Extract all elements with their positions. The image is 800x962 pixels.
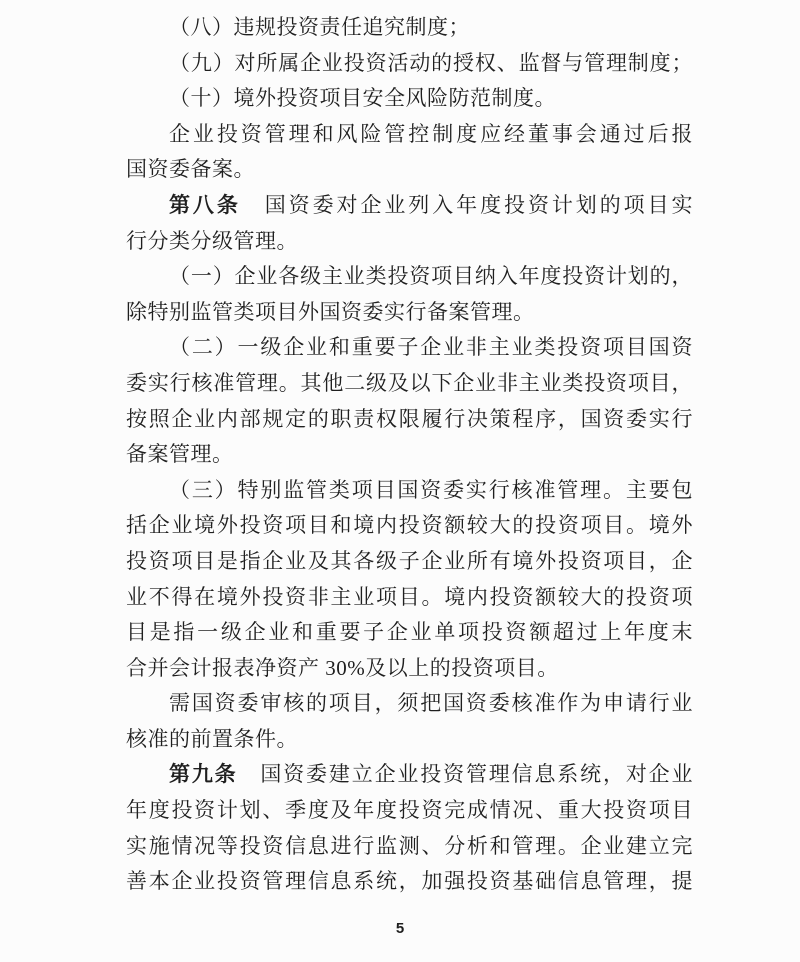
document-line: 第八条 国资委对企业列入年度投资计划的项目实	[169, 192, 693, 217]
document-line: 企业投资管理和风险管控制度应经董事会通过后报	[169, 121, 693, 146]
document-line: 合并会计报表净资产 30%及以上的投资项目。	[126, 655, 559, 680]
document-line: （三）特别监管类项目国资委实行核准管理。主要包	[169, 477, 693, 502]
document-text	[126, 10, 693, 900]
article-number: 第八条	[169, 192, 241, 217]
document-line: 行分类分级管理。	[126, 228, 298, 253]
document-line: 善本企业投资管理信息系统，加强投资基础信息管理，提	[126, 869, 693, 894]
document-line: 核准的前置条件。	[126, 726, 298, 751]
document-line: （九）对所属企业投资活动的授权、监督与管理制度；	[169, 50, 693, 75]
document-line: （一）企业各级主业类投资项目纳入年度投资计划的，	[169, 264, 693, 289]
document-line: 第九条 国资委建立企业投资管理信息系统，对企业	[169, 762, 693, 787]
article-number: 第九条	[169, 762, 238, 787]
document-line: （二）一级企业和重要子企业非主业类投资项目国资	[169, 335, 693, 360]
document-line: 目是指一级企业和重要子企业单项投资额超过上年度末	[126, 620, 693, 645]
document-line: 国资委备案。	[126, 157, 255, 182]
document-line: 委实行核准管理。其他二级及以下企业非主业类投资项目，	[126, 370, 693, 395]
document-line: 需国资委审核的项目，须把国资委核准作为申请行业	[169, 691, 693, 716]
document-line: 除特别监管类项目外国资委实行备案管理。	[126, 299, 535, 324]
document-line: （十）境外投资项目安全风险防范制度。	[169, 86, 556, 111]
document-line: 实施情况等投资信息进行监测、分析和管理。企业建立完	[126, 833, 693, 858]
document-line: 年度投资计划、季度及年度投资完成情况、重大投资项目	[126, 798, 693, 823]
document-line: 按照企业内部规定的职责权限履行决策程序，国资委实行	[126, 406, 693, 431]
document-line: （八）违规投资责任追究制度；	[169, 15, 470, 39]
document-line: 括企业境外投资项目和境内投资额较大的投资项目。境外	[126, 513, 693, 538]
document-line: 投资项目是指企业及其各级子企业所有境外投资项目，企	[126, 548, 693, 573]
document-line: 业不得在境外投资非主业项目。境内投资额较大的投资项	[126, 584, 693, 609]
page-number: 5	[395, 920, 405, 937]
document-line: 备案管理。	[126, 442, 234, 467]
